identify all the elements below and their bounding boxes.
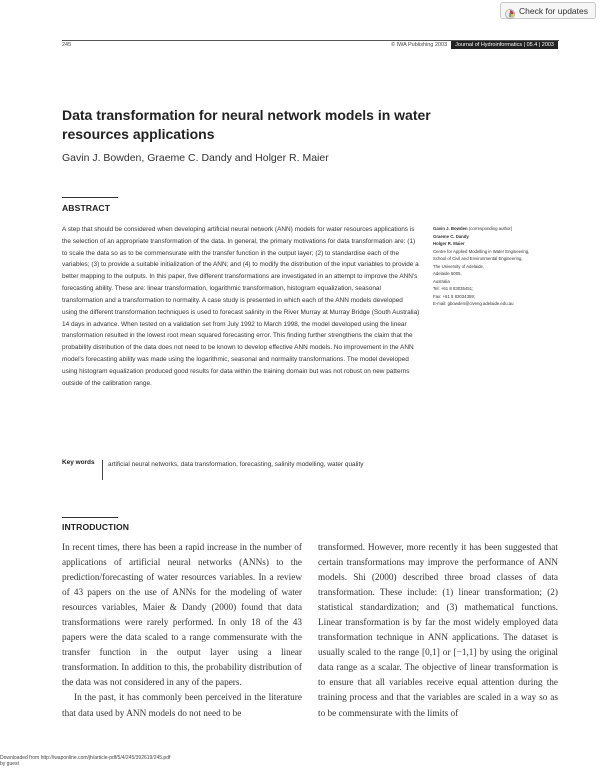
body-column-left: [62, 541, 302, 722]
keywords-label: Key words: [62, 459, 95, 466]
affiliation-author3: Holger R. Maier: [433, 241, 465, 247]
affiliation-line: Australia: [433, 278, 450, 284]
page-number: 245: [62, 42, 72, 48]
corresponding-note: (corresponding author): [467, 226, 513, 231]
affiliation-fax: Fax: +61 8 83034359;: [433, 293, 475, 299]
affiliation-tel: Tel: +61 8 83035451;: [433, 286, 474, 292]
abstract-text: A step that should be considered when developing artificial neural network (ANN) models for water resources applications is the selection of an appropriate transformation of the data. In general, the primary motivations for data transformation are: (1) to scale the data so as to be commensurate with the transfer function in the output layer; (2) to standardise each of the variables; (3) to provide a suitable initialization of the ANN; and (4) to modify the distribution of the input variables to provide a better mapping to the outputs. In this paper, five different transformations are investigated in an attempt to improve the ANN's forecasting ability. These are: linear transformation, logarithmic transformation, histogram equalization, seasonal transformation and a transformation to normality. A case study is presented in which each of the ANN models developed using the different transformation techniques is used to forecast salinity in the River Murray at Murray Bridge (South Australia) 14 days in advance. When tested on a validation set from July 1992 to March 1998, the model developed using the linear transformation resulted in the lowest root mean squared forecasting error. This finding further strengthens the claim that the probability distribution of the data does not need to be known to develop effective ANN models. No improvement in the ANN model's forecasting ability was made using the logarithmic, seasonal and normality transformations. The model developed using histogram equalization produced good results for data within the training domain but was not robust on new patterns outside of the calibration range.: [62, 226, 420, 387]
article-title: Data transformation for neural network models in water resources applications: [62, 107, 431, 142]
keywords-divider: [102, 460, 103, 480]
abstract-heading: ABSTRACT: [62, 203, 111, 213]
check-for-updates-label: Check for updates: [519, 5, 588, 16]
body-column-right: [318, 541, 558, 722]
affiliation-line: Centre for Applied Modelling in Water Engineering,: [433, 248, 530, 254]
intro-paragraph-1: In recent times, there has been a rapid increase in the number of applications of artificial neural networks (ANNs) to the prediction/forecasting of water resources variables. In a review of 43 papers on the use of ANNs for the modeling of water resources variables, Maier & Dandy (2000) found that data transformations were rarely performed. In only 18 of the 43 papers were the data scaled to a range commensurate with the transfer function in the output layer using a linear transformation. In addition to this, the probability distribution of the data was not considered in any of the papers.: [62, 543, 302, 689]
running-header: [391, 41, 558, 49]
affiliation-line: Adelaide 5005,: [433, 271, 462, 277]
affiliation-author2: Graeme C. Dandy: [433, 233, 469, 239]
affiliation-line: School of Civil and Environmental Engineering,: [433, 256, 523, 262]
introduction-heading: INTRODUCTION: [62, 522, 130, 532]
download-source[interactable]: Downloaded from http://iwaponline.com/jh/article-pdf/5/4/245/392619/245.pdf: [0, 755, 171, 761]
abstract-rule: [62, 197, 118, 198]
intro-paragraph-3: transformed. However, more recently it has been suggested that certain transformations may improve the performance of ANN models. Shi (2000) described three broad classes of data transformation. These include: (1) linear transformation; (2) statistical standardization; and (3) mathematical functions. Linear transformation is by far the most widely employed data transformation technique in ANN applications. The dataset is usually scaled to the range [0,1] or [−1,1] by using the original data range as a scalar. The objective of linear transformation is to ensure that all variables receive equal attention during the training process and that the variables are scaled in a way so as to be commensurate with the limits of: [318, 543, 558, 719]
download-guest: by guest: [0, 761, 19, 767]
affiliation-line: The University of Adelaide,: [433, 263, 485, 269]
affiliation-author1: Gavin J. Bowden: [433, 226, 468, 231]
download-footer: [0, 755, 170, 767]
publisher-line: © IWA Publishing 2003: [391, 42, 448, 48]
introduction-rule: [62, 517, 118, 518]
keywords-text: artificial neural networks, data transformation, forecasting, salinity modelling, water quality: [108, 461, 364, 468]
author-affiliation: [433, 225, 573, 308]
journal-badge: Journal of Hydroinformatics | 05.4 | 2003: [451, 41, 558, 49]
affiliation-email[interactable]: E-mail: gbowden@civeng.adelaide.edu.au: [433, 301, 514, 307]
article-authors: Gavin J. Bowden, Graeme C. Dandy and Holger R. Maier: [62, 152, 329, 164]
crossmark-icon: [505, 6, 515, 16]
check-for-updates-button[interactable]: [500, 2, 596, 19]
intro-paragraph-2: In the past, it has commonly been perceived in the literature that data used by ANN models do not need to be: [62, 693, 302, 719]
